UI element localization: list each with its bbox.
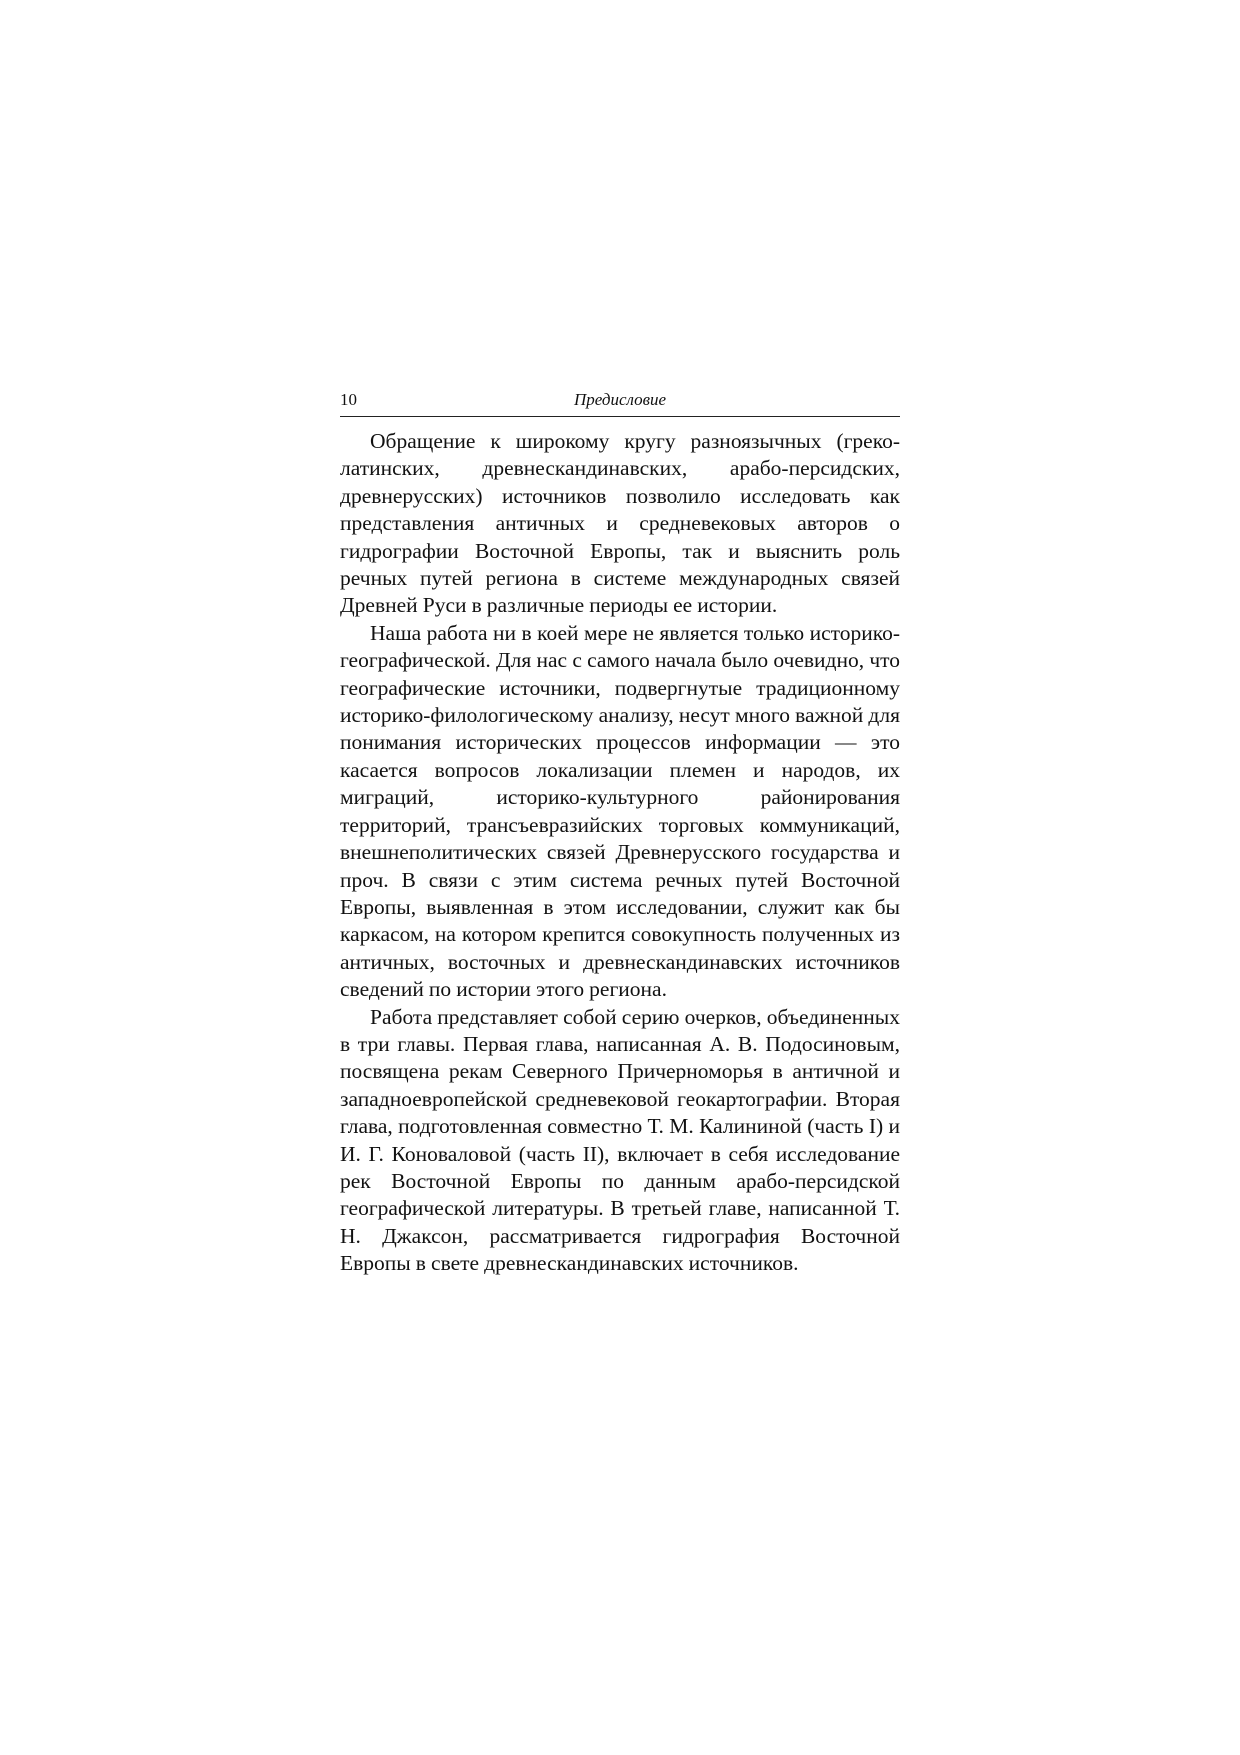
body-text [340, 428, 900, 1278]
paragraph-2: Наша работа ни в коей мере не является только историко-географической. Для нас с самого начала было очевидно, что географические источники, подвергнутые традиционному историко-филологическому анализу, несут много важной для понимания исторических процессов информации — это касается вопросов локализации племен и народов, их миграций, историко-культурного районирования территорий, трансъевразийских торговых коммуникаций, внешнеполитических связей Древнерусского государства и проч. В связи с этим система речных путей Восточной Европы, выявленная в этом исследовании, служит как бы каркасом, на котором крепится совокупность полученных из античных, восточных и древнескандинавских источников сведений по истории этого региона. [340, 620, 900, 1002]
book-page [340, 386, 900, 1278]
paragraph-3: Работа представляет собой серию очерков, объединенных в три главы. Первая глава, написанная А. В. Подосиновым, посвящена рекам Северного Причерноморья в античной и западноевропейской средневековой геокартографии. Вторая глава, подготовленная совместно Т. М. Калининой (часть I) и И. Г. Коноваловой (часть II), включает в себя исследование рек Восточной Европы по данным арабо-персидской географической литературы. В третьей главе, написанной Т. Н. Джаксон, рассматривается гидрография Восточной Европы в свете древнескандинавских источников. [340, 1004, 900, 1276]
running-title: Предисловие [573, 390, 667, 409]
page-number: 10 [340, 390, 357, 409]
paragraph-1: Обращение к широкому кругу разноязычных (греко-латинских, древнескандинавских, арабо-персидских, древнерусских) источников позволило исследовать как представления античных и средневековых авторов о гидрографии Восточной Европы, так и выяснить роль речных путей региона в системе международных связей Древней Руси в различные периоды ее истории. [340, 429, 900, 618]
running-header [340, 386, 900, 414]
header-rule [340, 416, 900, 417]
